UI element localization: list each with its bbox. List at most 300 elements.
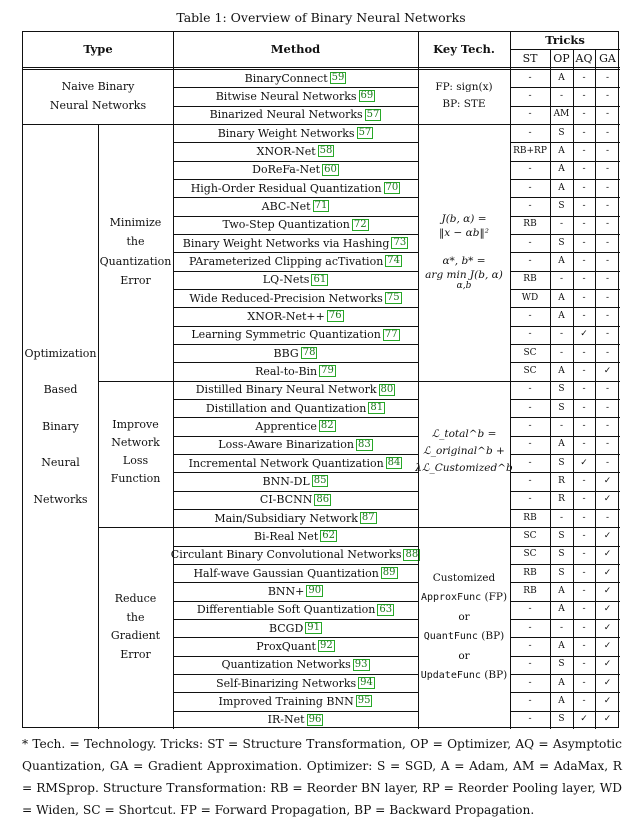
trick-st-cell: -	[528, 494, 532, 505]
keytech-improve-line: λℒ_Customized^b	[415, 462, 513, 474]
trick-st-cell: RB	[523, 567, 537, 578]
method-cell	[173, 69, 418, 87]
method-cell	[173, 124, 418, 142]
method-name: Learning Symmetric Quantization	[191, 328, 381, 342]
trick-st-cell: -	[528, 695, 532, 706]
trick-st-cell: -	[528, 255, 532, 266]
keytech-reduce-func: ApproxFunc	[420, 592, 482, 603]
group-optimization-line: Binary	[42, 419, 79, 433]
grid-line	[510, 142, 620, 143]
trick-op-cell: S	[558, 402, 565, 413]
grid-line	[173, 307, 418, 308]
grid-line	[173, 656, 418, 657]
trick-op-cell: -	[559, 329, 564, 340]
citation-link[interactable]: 95	[357, 695, 371, 707]
trick-ga-cell: -	[605, 274, 610, 285]
method-cell	[173, 674, 418, 692]
trick-aq-cell: -	[582, 439, 586, 450]
trick-ga-cell: -	[605, 457, 610, 468]
trick-st-cell: -	[528, 164, 532, 175]
grid-line	[510, 417, 620, 418]
grid-line	[173, 197, 418, 198]
header-ga: GA	[599, 51, 616, 65]
grid-line	[510, 161, 620, 162]
grid-line	[510, 454, 620, 455]
method-cell	[173, 564, 418, 582]
method-name: XNOR-Net	[256, 144, 316, 158]
trick-op-cell: A	[558, 72, 565, 83]
method-cell	[173, 87, 418, 105]
method-name: BinaryConnect	[244, 71, 328, 85]
trick-aq-cell: -	[582, 640, 586, 651]
method-cell	[173, 252, 418, 270]
grid-line	[510, 711, 620, 712]
method-cell	[173, 106, 418, 124]
group-optimization-line: Optimization	[24, 346, 97, 360]
method-cell	[173, 582, 418, 600]
citation-link[interactable]: 71	[314, 200, 328, 212]
citation-link[interactable]: 89	[382, 567, 396, 579]
grid-line	[173, 417, 418, 418]
method-cell	[173, 711, 418, 729]
trick-ga-cell: -	[605, 420, 610, 431]
method-name: Loss-Aware Binarization	[218, 438, 354, 452]
trick-aq-cell: -	[582, 402, 586, 413]
trick-ga-cell: -	[605, 182, 610, 193]
table-caption: Table 1: Overview of Binary Neural Networks	[176, 10, 466, 25]
trick-ga-cell: -	[605, 145, 610, 156]
trick-op-cell: A	[558, 164, 565, 175]
trick-op-cell: R	[558, 494, 565, 505]
trick-ga-cell: ✓	[603, 475, 612, 486]
keytech-reduce-prop: (BP)	[484, 669, 508, 681]
method-name: Bi-Real Net	[254, 529, 319, 543]
method-cell	[173, 509, 418, 527]
trick-st-cell: SC	[523, 347, 537, 358]
grid-line	[510, 49, 620, 50]
grid-line	[173, 399, 418, 400]
subgroup-line: Error	[120, 274, 151, 287]
method-name: High-Order Residual Quantization	[190, 181, 382, 195]
grid-line	[510, 234, 620, 235]
citation-link[interactable]: 59	[331, 72, 345, 84]
grid-line	[510, 179, 620, 180]
trick-st-cell: -	[528, 475, 532, 486]
citation-link[interactable]: 63	[379, 603, 393, 615]
subgroup-reduce	[98, 525, 173, 729]
citation-link[interactable]: 85	[313, 475, 327, 487]
citation-link[interactable]: 88	[405, 548, 419, 560]
method-name: Distillation and Quantization	[205, 401, 367, 415]
grid-line	[173, 289, 418, 290]
method-cell	[173, 491, 418, 509]
subgroup-line: Quantization	[99, 254, 172, 268]
trick-aq-cell: -	[582, 567, 586, 578]
method-name: Binary Weight Networks	[217, 126, 355, 140]
trick-aq-cell: -	[582, 585, 586, 596]
citation-link[interactable]: 86	[316, 493, 330, 505]
method-name: LQ-Nets	[262, 273, 310, 287]
trick-op-cell: A	[558, 145, 565, 156]
trick-aq-cell: -	[582, 677, 586, 688]
trick-aq-cell: -	[582, 475, 586, 486]
citation-link[interactable]: 93	[354, 658, 368, 670]
grid-line	[510, 197, 620, 198]
method-name: Circulant Binary Convolutional Networks	[170, 548, 402, 562]
trick-aq-cell: ✓	[580, 457, 588, 468]
grid-line	[173, 546, 418, 547]
method-cell	[173, 472, 418, 490]
grid-line	[173, 142, 418, 143]
citation-link[interactable]: 60	[324, 163, 337, 175]
trick-st-cell: -	[528, 384, 532, 395]
grid-line	[173, 711, 418, 712]
grid-line	[510, 582, 620, 583]
subgroup-improve	[98, 378, 173, 525]
method-cell	[173, 216, 418, 234]
grid-line	[550, 49, 551, 729]
grid-line	[173, 362, 418, 363]
subgroup-line: Gradient	[110, 629, 161, 642]
trick-ga-cell: -	[605, 237, 610, 248]
citation-link[interactable]: 94	[360, 677, 373, 689]
citation-link[interactable]: 58	[319, 145, 333, 157]
grid-line	[173, 582, 418, 583]
grid-line	[173, 234, 418, 235]
trick-ga-cell: ✓	[603, 549, 612, 560]
grid-line	[510, 509, 620, 510]
grid-line	[23, 124, 620, 125]
citation-link[interactable]: 79	[321, 365, 334, 377]
trick-aq-cell: -	[582, 494, 586, 505]
method-name: BBG	[273, 346, 299, 360]
grid-line	[510, 619, 620, 620]
method-name: Real-to-Bin	[255, 364, 318, 378]
citation-link[interactable]: 69	[360, 90, 374, 102]
method-cell	[173, 142, 418, 160]
trick-st-cell: RB	[523, 274, 537, 285]
trick-ga-cell: ✓	[603, 622, 612, 633]
citation-link[interactable]: 81	[370, 402, 384, 414]
method-cell	[173, 619, 418, 637]
grid-line	[510, 692, 620, 693]
method-cell	[173, 307, 418, 325]
trick-ga-cell: ✓	[603, 640, 612, 651]
trick-st-cell: SC	[523, 530, 537, 541]
method-cell	[173, 454, 418, 472]
trick-ga-cell: ✓	[603, 585, 612, 596]
trick-aq-cell: -	[582, 530, 586, 541]
citation-link[interactable]: 73	[393, 237, 407, 249]
keytech-reduce	[418, 525, 510, 729]
group-optimization-line: Neural	[41, 456, 80, 470]
citation-link[interactable]: 62	[322, 530, 335, 542]
trick-ga-cell: -	[605, 72, 610, 83]
keytech-reduce-line: or	[458, 649, 470, 662]
method-name: Self-Binarizing Networks	[216, 676, 357, 690]
method-cell	[173, 326, 418, 344]
trick-ga-cell: -	[605, 164, 610, 175]
grid-line	[98, 381, 620, 382]
method-name: Apprentice	[255, 419, 317, 433]
trick-aq-cell: -	[582, 219, 586, 230]
trick-st-cell: SC	[523, 365, 537, 376]
trick-aq-cell: -	[582, 604, 586, 615]
method-cell	[173, 692, 418, 710]
citation-link[interactable]: 77	[384, 328, 398, 340]
citation-link[interactable]: 96	[308, 713, 322, 725]
method-name: ABC-Net	[261, 199, 311, 213]
grid-line	[173, 619, 418, 620]
grid-line	[173, 674, 418, 675]
citation-link[interactable]: 91	[307, 622, 321, 634]
grid-line	[510, 271, 620, 272]
trick-op-cell: AM	[553, 109, 570, 120]
grid-line	[173, 87, 418, 88]
subgroup-minimize	[98, 125, 173, 378]
citation-link[interactable]: 76	[328, 310, 342, 322]
trick-op-cell: A	[558, 585, 565, 596]
keytech-reduce-prop: (BP)	[481, 630, 505, 642]
keytech-minimize	[418, 125, 510, 378]
method-cell	[173, 179, 418, 197]
group-optimization	[23, 125, 98, 729]
trick-op-cell: A	[558, 677, 565, 688]
group-optimization-line: Networks	[33, 492, 88, 506]
grid-line	[173, 637, 418, 638]
trick-op-cell: S	[558, 127, 565, 138]
trick-aq-cell: -	[582, 237, 586, 248]
citation-link[interactable]: 83	[357, 438, 371, 450]
trick-ga-cell: ✓	[603, 494, 612, 505]
trick-ga-cell: -	[605, 90, 610, 101]
trick-st-cell: -	[528, 402, 532, 413]
trick-op-cell: S	[558, 567, 565, 578]
citation-link[interactable]: 57	[366, 108, 380, 120]
trick-aq-cell: ✓	[580, 714, 588, 725]
trick-op-cell: -	[559, 90, 564, 101]
trick-ga-cell: -	[605, 402, 610, 413]
keytech-improve	[415, 378, 513, 525]
trick-op-cell: S	[558, 384, 565, 395]
trick-st-cell: -	[528, 659, 532, 670]
method-name: CI-BCNN	[259, 493, 313, 507]
trick-op-cell: A	[558, 292, 565, 303]
grid-line	[510, 436, 620, 437]
method-name: PArameterized Clipping acTivation	[188, 254, 384, 268]
trick-aq-cell: -	[582, 109, 586, 120]
grid-line	[510, 399, 620, 400]
keytech-reduce-func: UpdateFunc	[420, 670, 481, 681]
grid-line	[510, 344, 620, 345]
header-tricks: Tricks	[545, 32, 585, 47]
trick-ga-cell: ✓	[603, 604, 612, 615]
trick-st-cell: -	[528, 439, 532, 450]
grid-line	[510, 674, 620, 675]
trick-aq-cell: -	[582, 347, 586, 358]
grid-line	[173, 692, 418, 693]
citation-link[interactable]: 72	[353, 218, 367, 230]
citation-link[interactable]: 87	[361, 512, 375, 524]
trick-op-cell: A	[558, 439, 565, 450]
grid-line	[510, 32, 511, 729]
grid-line	[173, 271, 418, 272]
grid-line	[418, 32, 419, 729]
method-cell	[173, 234, 418, 252]
trick-st-cell: -	[528, 329, 532, 340]
trick-aq-cell: -	[582, 145, 586, 156]
trick-aq-cell: -	[582, 310, 586, 321]
trick-op-cell: S	[558, 200, 565, 211]
grid-line	[173, 436, 418, 437]
grid-line	[173, 161, 418, 162]
grid-line	[595, 49, 596, 729]
citation-link[interactable]: 80	[380, 383, 394, 395]
trick-aq-cell: -	[582, 292, 586, 303]
header-key-tech: Key Tech.	[433, 41, 495, 56]
trick-op-cell: A	[558, 640, 565, 651]
trick-ga-cell: -	[605, 255, 610, 266]
trick-op-cell: A	[558, 604, 565, 615]
trick-ga-cell: ✓	[603, 677, 612, 688]
trick-ga-cell: -	[605, 384, 610, 395]
citation-link[interactable]: 75	[386, 292, 400, 304]
trick-op-cell: -	[559, 622, 564, 633]
trick-st-cell: -	[528, 109, 532, 120]
citation-link[interactable]: 90	[308, 585, 322, 597]
group-naive	[23, 69, 173, 123]
trick-op-cell: A	[558, 365, 565, 376]
grid-line	[173, 32, 174, 729]
method-name: BCGD	[268, 621, 304, 635]
trick-op-cell: -	[559, 347, 564, 358]
method-cell	[173, 656, 418, 674]
trick-aq-cell: -	[582, 72, 586, 83]
grid-line	[510, 289, 620, 290]
subgroup-line: Error	[120, 647, 151, 661]
method-name: IR-Net	[267, 713, 305, 727]
citation-link[interactable]: 74	[387, 255, 401, 267]
method-cell	[173, 344, 418, 362]
method-cell	[173, 637, 418, 655]
trick-st-cell: -	[528, 182, 532, 193]
trick-st-cell: RB	[523, 585, 537, 596]
trick-st-cell: RB	[523, 512, 537, 523]
grid-line	[173, 326, 418, 327]
grid-line	[510, 106, 620, 107]
trick-st-cell: -	[528, 604, 532, 615]
trick-ga-cell: -	[605, 109, 610, 120]
grid-line	[510, 546, 620, 547]
trick-aq-cell: -	[582, 164, 586, 175]
trick-st-cell: -	[528, 640, 532, 651]
trick-aq-cell: -	[582, 274, 586, 285]
trick-op-cell: -	[559, 274, 564, 285]
trick-aq-cell: -	[582, 182, 586, 193]
trick-aq-cell: -	[582, 127, 586, 138]
grid-line	[173, 601, 418, 602]
grid-line	[510, 326, 620, 327]
trick-op-cell: S	[558, 714, 565, 725]
trick-st-cell: -	[528, 677, 532, 688]
grid-line	[173, 344, 418, 345]
citation-link[interactable]: 82	[320, 420, 334, 432]
grid-line	[573, 49, 574, 729]
header-aq: AQ	[575, 51, 593, 65]
citation-link[interactable]: 78	[302, 347, 316, 359]
grid-line	[23, 67, 620, 68]
method-name: Bitwise Neural Networks	[215, 89, 357, 103]
trick-st-cell: -	[528, 622, 532, 633]
group-optimization-line: Based	[43, 383, 78, 397]
trick-ga-cell: -	[605, 292, 610, 303]
grid-line	[510, 491, 620, 492]
subgroup-line: the	[126, 610, 145, 624]
method-cell	[173, 417, 418, 435]
trick-op-cell: S	[558, 659, 565, 670]
method-name: XNOR-Net++	[247, 309, 325, 323]
header-method: Method	[270, 41, 321, 56]
group-naive-line: Neural Networks	[49, 99, 147, 112]
trick-op-cell: -	[559, 219, 564, 230]
method-name: Distilled Binary Neural Network	[195, 383, 377, 397]
trick-st-cell: RB+RP	[513, 145, 547, 156]
keytech-reduce-line: Customized	[432, 571, 496, 584]
trick-ga-cell: -	[605, 219, 610, 230]
method-cell	[173, 436, 418, 454]
keytech-naive	[418, 69, 510, 123]
trick-st-cell: -	[528, 90, 532, 101]
trick-st-cell: SC	[523, 549, 537, 560]
trick-st-cell: -	[528, 420, 532, 431]
trick-op-cell: R	[558, 475, 565, 486]
grid-line	[510, 472, 620, 473]
method-name: Binarized Neural Networks	[209, 108, 363, 122]
method-cell	[173, 362, 418, 380]
keytech-reduce-line: or	[458, 610, 470, 623]
method-name: BNN-DL	[262, 474, 310, 488]
keytech-improve-line: ℒ_original^b +	[423, 445, 505, 457]
citation-link[interactable]: 84	[387, 457, 401, 469]
subgroup-line: Improve	[112, 417, 159, 431]
method-cell	[173, 271, 418, 289]
trick-st-cell: -	[528, 457, 532, 468]
trick-st-cell: -	[528, 237, 532, 248]
citation-link[interactable]: 57	[358, 127, 372, 139]
method-cell	[173, 197, 418, 215]
trick-st-cell: -	[528, 200, 532, 211]
grid-line	[173, 252, 418, 253]
method-name: DoReFa-Net	[252, 163, 321, 177]
trick-aq-cell: -	[582, 549, 586, 560]
method-name: Incremental Network Quantization	[188, 456, 384, 470]
trick-ga-cell: ✓	[603, 695, 612, 706]
trick-aq-cell: -	[582, 384, 586, 395]
citation-link[interactable]: 92	[319, 640, 333, 652]
citation-link[interactable]: 61	[313, 273, 327, 285]
trick-ga-cell: ✓	[603, 567, 612, 578]
method-cell	[173, 289, 418, 307]
keytech-minimize-line: ‖x − αb‖²	[439, 227, 489, 239]
citation-link[interactable]: 70	[385, 182, 399, 194]
grid-line	[98, 124, 99, 729]
grid-line	[510, 564, 620, 565]
trick-aq-cell: -	[582, 695, 586, 706]
grid-line	[510, 637, 620, 638]
grid-line	[510, 87, 620, 88]
grid-line	[173, 216, 418, 217]
method-cell	[173, 381, 418, 399]
